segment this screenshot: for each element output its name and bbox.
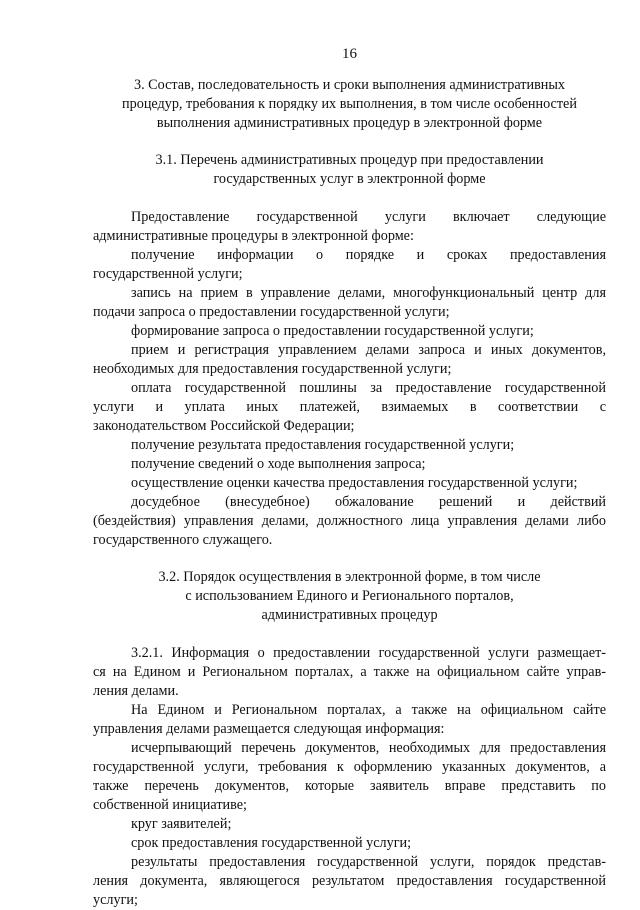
paragraph-line: оплата государственной пошлины за предоставление государственной [131, 380, 606, 396]
paragraph-line: ления документа, являющегося результатом предоставления государственной [93, 873, 606, 889]
paragraph [93, 701, 606, 739]
paragraph-line: государственной услуги, требования к оформлению указанных документов, а [93, 759, 606, 775]
paragraph-line: государственной услуги; [93, 266, 243, 282]
paragraph-line: ления делами. [93, 683, 179, 699]
paragraph [93, 455, 606, 474]
heading-line: с использованием Единого и Регионального порталов, [185, 588, 514, 604]
heading-line: выполнения административных процедур в электронной форме [156, 115, 543, 131]
paragraph [93, 474, 606, 493]
paragraph-line: прием и регистрация управлением делами запроса и иных документов, [131, 342, 606, 358]
paragraph-line: также перечень документов, которые заявитель вправе представить по [93, 778, 606, 794]
paragraph-line: получение информации о порядке и сроках предоставления [131, 247, 606, 263]
paragraph [93, 493, 606, 550]
paragraph-line: Предоставление государственной услуги включает следующие [131, 209, 606, 225]
subsection-1-heading [93, 151, 606, 189]
paragraph-line: 3.2.1. Информация о предоставлении государственной услуги размещает- [131, 645, 606, 661]
paragraph-line: получение сведений о ходе выполнения запроса; [131, 456, 426, 472]
section-heading [93, 76, 606, 133]
paragraph [93, 853, 606, 910]
page-number: 16 [342, 46, 357, 62]
heading-line: 3.1. Перечень административных процедур при предоставлении [155, 152, 544, 168]
paragraph-line: административные процедуры в электронной форме: [93, 228, 414, 244]
paragraph-line: государственного служащего. [93, 532, 273, 548]
subsection-2-body [93, 644, 606, 910]
paragraph-line: На Едином и Региональном порталах, а также на официальном сайте [131, 702, 606, 718]
paragraph-line: досудебное (внесудебное) обжалование решений и действий [131, 494, 606, 510]
paragraph [93, 341, 606, 379]
paragraph-line: необходимых для предоставления государственной услуги; [93, 361, 452, 377]
heading-line: 3.2. Порядок осуществления в электронной форме, в том числе [158, 569, 541, 585]
paragraph-line: срок предоставления государственной услуги; [131, 835, 412, 851]
paragraph-line: получение результата предоставления государственной услуги; [131, 437, 515, 453]
paragraph-line: подачи запроса о предоставлении государственной услуги; [93, 304, 450, 320]
paragraph-line: законодательством Российской Федерации; [93, 418, 355, 434]
paragraph [93, 436, 606, 455]
paragraph [93, 739, 606, 815]
paragraph-line: результаты предоставления государственной услуги, порядок представ- [131, 854, 606, 870]
paragraph-line: управления делами размещается следующая информация: [93, 721, 445, 737]
paragraph-line: услуги; [93, 892, 138, 908]
paragraph-line: ся на Едином и Региональном порталах, а также на официальном сайте управ- [93, 664, 606, 680]
paragraph [93, 379, 606, 436]
subsection-2-heading [93, 568, 606, 625]
paragraph [93, 246, 606, 284]
paragraph-line: круг заявителей; [131, 816, 232, 832]
paragraph-line: запись на прием в управление делами, многофункциональный центр для [131, 285, 606, 301]
heading-line: административных процедур [261, 607, 438, 623]
paragraph [93, 815, 606, 834]
paragraph-line: (бездействия) управления делами, должностного лица управления делами либо [93, 513, 606, 529]
paragraph-line: исчерпывающий перечень документов, необходимых для предоставления [131, 740, 606, 756]
heading-line: государственных услуг в электронной форме [213, 171, 486, 187]
heading-line: 3. Состав, последовательность и сроки выполнения административных [133, 77, 566, 93]
paragraph [93, 644, 606, 701]
paragraph-line: осуществление оценки качества предоставления государственной услуги; [131, 475, 578, 491]
subsection-1-body [93, 208, 606, 550]
paragraph [93, 284, 606, 322]
paragraph [93, 208, 606, 246]
paragraph [93, 834, 606, 853]
paragraph-line: услуги и уплата иных платежей, взимаемых в соответствии с [93, 399, 606, 415]
paragraph-line: формирование запроса о предоставлении государственной услуги; [131, 323, 534, 339]
heading-line: процедур, требования к порядку их выполнения, в том числе особенностей [122, 96, 577, 112]
paragraph-line: собственной инициативе; [93, 797, 247, 813]
paragraph [93, 322, 606, 341]
